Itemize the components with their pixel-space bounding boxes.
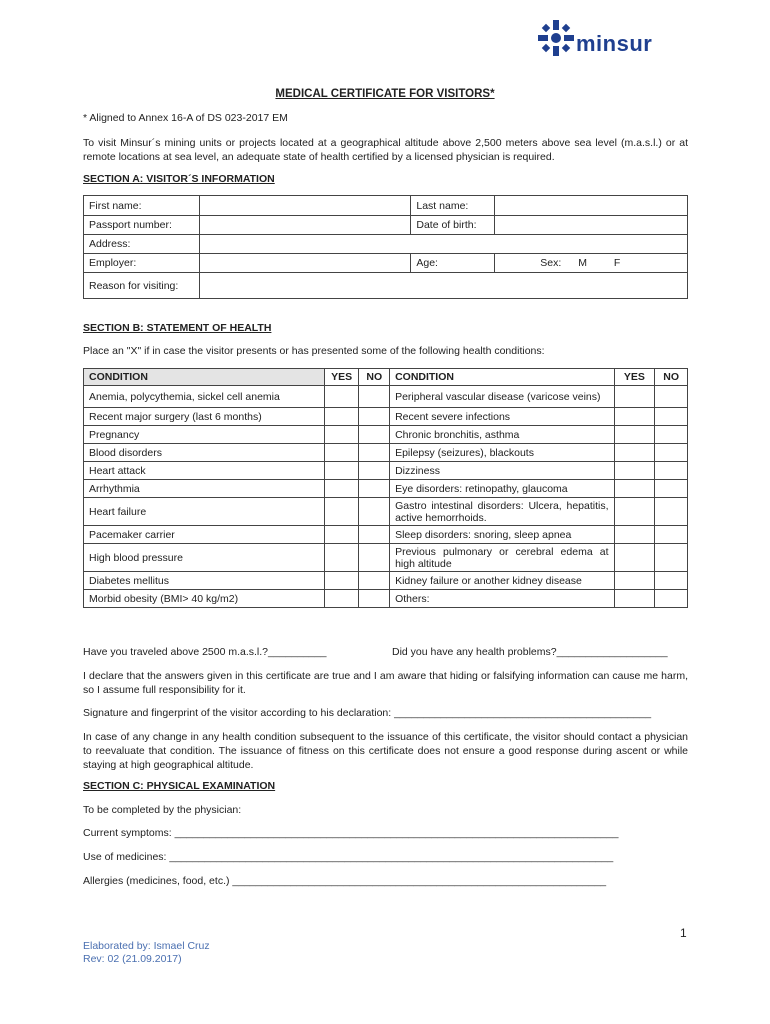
condition-right-label: Dizziness xyxy=(390,462,614,480)
condition-right-no-cell[interactable] xyxy=(655,544,688,572)
condition-row xyxy=(84,590,688,608)
annex-note: * Aligned to Annex 16-A of DS 023-2017 EM xyxy=(83,112,288,124)
change-notice: In case of any change in any health condition subsequent to the issuance of this certificate, the visitor should contact a physician to reevaluate that condition. The issuance of fitness on this certificate does not ensure a good response during ascent or while staying at high geographical altitude. xyxy=(83,731,688,771)
condition-left-no-cell[interactable] xyxy=(359,462,390,480)
age-label: Age: xyxy=(411,254,495,273)
condition-right-yes-cell[interactable] xyxy=(614,544,655,572)
sex-label: Sex: xyxy=(540,257,562,269)
physician-note: To be completed by the physician: xyxy=(83,804,242,816)
condition-left-label: Diabetes mellitus xyxy=(84,572,325,590)
condition-row xyxy=(84,408,688,426)
condition-right-yes-cell[interactable] xyxy=(614,426,655,444)
last-name-field[interactable] xyxy=(495,196,688,216)
condition-right-label: Epilepsy (seizures), blackouts xyxy=(390,444,614,462)
condition-left-label: Recent major surgery (last 6 months) xyxy=(84,408,325,426)
condition-left-label: Blood disorders xyxy=(84,444,325,462)
page-number: 1 xyxy=(680,926,687,940)
elaborated-by: Elaborated by: Ismael Cruz xyxy=(83,940,210,952)
condition-right-no-cell[interactable] xyxy=(655,386,688,408)
allergies-line[interactable]: Allergies (medicines, food, etc.) ________________________________________________________________ xyxy=(83,875,607,887)
condition-right-label: Chronic bronchitis, asthma xyxy=(390,426,614,444)
condition-right-no-cell[interactable] xyxy=(655,572,688,590)
page-title: MEDICAL CERTIFICATE FOR VISITORS* xyxy=(275,88,495,100)
col-condition-header-2: CONDITION xyxy=(390,369,614,386)
logo-text: minsur xyxy=(576,31,653,56)
col-no-header: NO xyxy=(359,369,390,386)
condition-row xyxy=(84,572,688,590)
col-yes-header: YES xyxy=(324,369,359,386)
condition-row xyxy=(84,426,688,444)
condition-left-yes-cell[interactable] xyxy=(324,498,359,526)
col-yes-header-2: YES xyxy=(614,369,655,386)
condition-right-yes-cell[interactable] xyxy=(614,526,655,544)
condition-right-yes-cell[interactable] xyxy=(614,444,655,462)
condition-left-no-cell[interactable] xyxy=(359,526,390,544)
condition-right-no-cell[interactable] xyxy=(655,444,688,462)
condition-left-no-cell[interactable] xyxy=(359,386,390,408)
condition-right-label: Recent severe infections xyxy=(390,408,614,426)
condition-left-label: Arrhythmia xyxy=(84,480,325,498)
condition-row xyxy=(84,498,688,526)
age-sex-field[interactable] xyxy=(495,254,688,273)
condition-right-label: Previous pulmonary or cerebral edema at high altitude xyxy=(390,544,614,572)
visitor-info-table xyxy=(83,195,688,299)
passport-label: Passport number: xyxy=(84,216,200,235)
condition-left-label: High blood pressure xyxy=(84,544,325,572)
condition-left-label: Heart failure xyxy=(84,498,325,526)
condition-left-yes-cell[interactable] xyxy=(324,544,359,572)
minsur-star-icon xyxy=(536,18,576,58)
condition-right-label: Gastro intestinal disorders: Ulcera, hepatitis, active hemorrhoids. xyxy=(390,498,614,526)
condition-right-label: Others: xyxy=(390,590,614,608)
traveled-question: Have you traveled above 2500 m.a.s.l.?__________ xyxy=(83,646,327,658)
use-of-medicines-line[interactable]: Use of medicines: ____________________________________________________________________________ xyxy=(83,851,614,863)
condition-right-yes-cell[interactable] xyxy=(614,590,655,608)
condition-right-label: Peripheral vascular disease (varicose veins) xyxy=(390,386,614,408)
condition-right-yes-cell[interactable] xyxy=(614,480,655,498)
condition-left-no-cell[interactable] xyxy=(359,544,390,572)
condition-left-no-cell[interactable] xyxy=(359,426,390,444)
condition-row xyxy=(84,462,688,480)
condition-row xyxy=(84,544,688,572)
last-name-label: Last name: xyxy=(411,196,495,216)
footer xyxy=(83,940,210,966)
condition-right-yes-cell[interactable] xyxy=(614,498,655,526)
health-problems-question: Did you have any health problems?___________________ xyxy=(392,646,668,658)
minsur-logo xyxy=(536,18,691,62)
sex-f-option[interactable]: F xyxy=(613,257,621,269)
condition-row xyxy=(84,526,688,544)
condition-left-yes-cell[interactable] xyxy=(324,408,359,426)
passport-field[interactable] xyxy=(199,216,411,235)
condition-left-no-cell[interactable] xyxy=(359,572,390,590)
condition-left-no-cell[interactable] xyxy=(359,498,390,526)
condition-right-no-cell[interactable] xyxy=(655,480,688,498)
condition-left-no-cell[interactable] xyxy=(359,480,390,498)
intro-paragraph: To visit Minsur´s mining units or projects located at a geographical altitude above 2,500 meters above sea level (m.a.s.l.) or at remote locations at sea level, an adequate state of health certified by a licensed physician is required. xyxy=(83,137,688,163)
reason-field[interactable] xyxy=(199,273,687,299)
condition-left-label: Pacemaker carrier xyxy=(84,526,325,544)
condition-left-label: Pregnancy xyxy=(84,426,325,444)
condition-right-yes-cell[interactable] xyxy=(614,386,655,408)
section-b-instruction: Place an "X" if in case the visitor presents or has presented some of the following health conditions: xyxy=(83,345,545,357)
condition-right-label: Kidney failure or another kidney disease xyxy=(390,572,614,590)
condition-left-label: Morbid obesity (BMI> 40 kg/m2) xyxy=(84,590,325,608)
first-name-label: First name: xyxy=(84,196,200,216)
condition-right-no-cell[interactable] xyxy=(655,426,688,444)
condition-right-no-cell[interactable] xyxy=(655,498,688,526)
condition-right-yes-cell[interactable] xyxy=(614,572,655,590)
condition-left-yes-cell[interactable] xyxy=(324,526,359,544)
section-b-title: SECTION B: STATEMENT OF HEALTH xyxy=(83,322,272,334)
condition-left-yes-cell[interactable] xyxy=(324,462,359,480)
condition-right-label: Sleep disorders: snoring, sleep apnea xyxy=(390,526,614,544)
current-symptoms-line[interactable]: Current symptoms: ____________________________________________________________________________ xyxy=(83,827,619,839)
condition-left-no-cell[interactable] xyxy=(359,408,390,426)
condition-right-no-cell[interactable] xyxy=(655,590,688,608)
conditions-table xyxy=(83,368,688,608)
condition-row xyxy=(84,386,688,408)
condition-right-label: Eye disorders: retinopathy, glaucoma xyxy=(390,480,614,498)
condition-row xyxy=(84,480,688,498)
dob-label: Date of birth: xyxy=(411,216,495,235)
section-a-title: SECTION A: VISITOR´S INFORMATION xyxy=(83,173,275,185)
condition-left-no-cell[interactable] xyxy=(359,590,390,608)
condition-left-yes-cell[interactable] xyxy=(324,480,359,498)
reason-label: Reason for visiting: xyxy=(84,273,200,299)
employer-field[interactable] xyxy=(199,254,411,273)
revision: Rev: 02 (21.09.2017) xyxy=(83,953,182,965)
col-no-header-2: NO xyxy=(655,369,688,386)
sex-m-option[interactable]: M xyxy=(578,257,587,269)
condition-left-yes-cell[interactable] xyxy=(324,590,359,608)
condition-right-yes-cell[interactable] xyxy=(614,408,655,426)
condition-left-yes-cell[interactable] xyxy=(324,444,359,462)
signature-line[interactable]: Signature and fingerprint of the visitor according to his declaration: ____________________________________________ xyxy=(83,707,652,719)
condition-right-no-cell[interactable] xyxy=(655,526,688,544)
employer-label: Employer: xyxy=(84,254,200,273)
condition-left-yes-cell[interactable] xyxy=(324,386,359,408)
condition-left-label: Anemia, polycythemia, sickel cell anemia xyxy=(84,386,325,408)
condition-right-yes-cell[interactable] xyxy=(614,462,655,480)
condition-row xyxy=(84,444,688,462)
condition-left-yes-cell[interactable] xyxy=(324,426,359,444)
section-c-title: SECTION C: PHYSICAL EXAMINATION xyxy=(83,780,276,792)
condition-right-no-cell[interactable] xyxy=(655,462,688,480)
col-condition-header: CONDITION xyxy=(84,369,325,386)
first-name-field[interactable] xyxy=(199,196,411,216)
condition-left-no-cell[interactable] xyxy=(359,444,390,462)
condition-left-label: Heart attack xyxy=(84,462,325,480)
condition-left-yes-cell[interactable] xyxy=(324,572,359,590)
dob-field[interactable] xyxy=(495,216,688,235)
address-field[interactable] xyxy=(199,235,687,254)
declaration-text: I declare that the answers given in this certificate are true and I am aware that hiding or falsifying information can cause me harm, so I assume full responsibility for it. xyxy=(83,670,688,696)
address-label: Address: xyxy=(84,235,200,254)
condition-right-no-cell[interactable] xyxy=(655,408,688,426)
